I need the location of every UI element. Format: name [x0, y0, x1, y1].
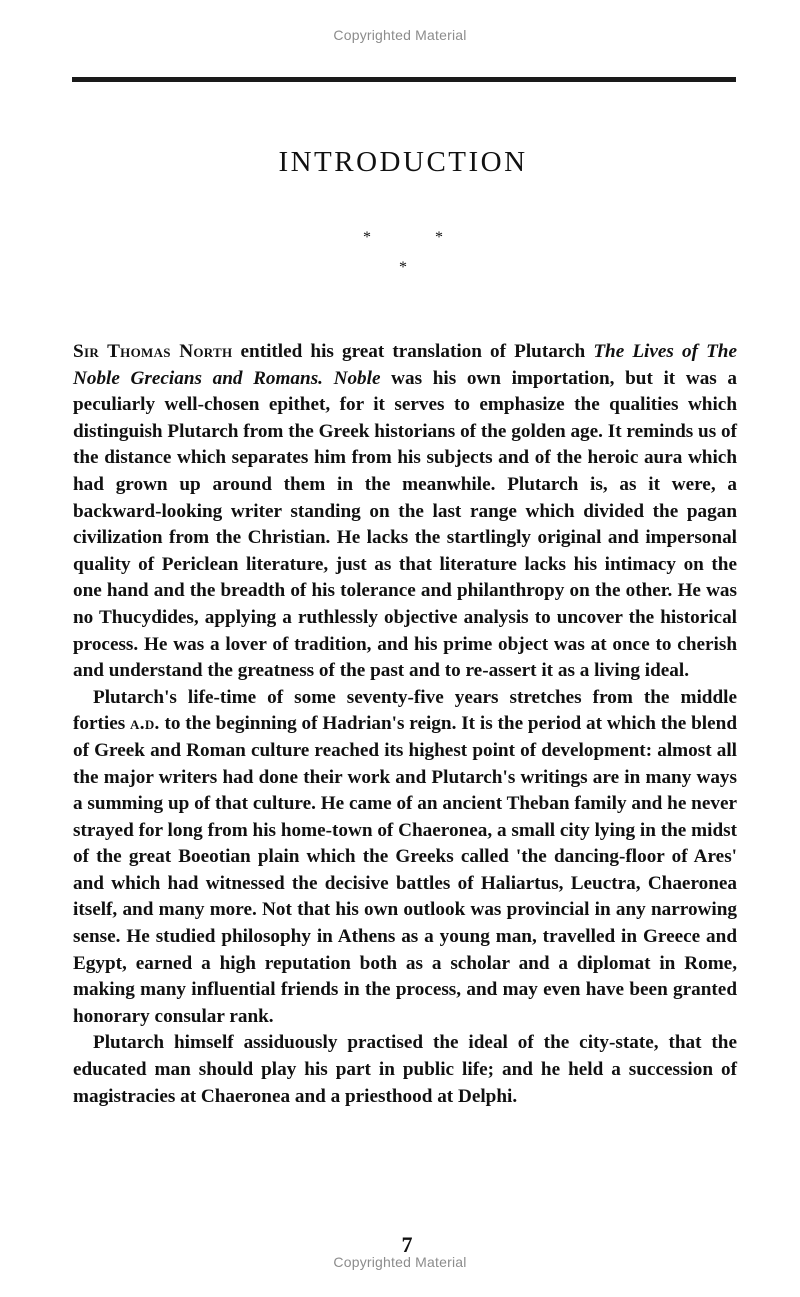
paragraph-2 [73, 685, 737, 1031]
body-text [73, 339, 737, 1110]
paragraph-1-segment-3: was his own importation, but it was a peculiarly well-chosen epithet, for it serves to emphasize the qualities which distinguish Plutarch from the Greek historians of the golden age. It reminds us of the distance which separates him from his subjects and of the heroic aura which had grown up around them in the meanwhile. Plutarch is, as it were, a backward-looking writer standing on the last range which divided the pagan civilization from the Christian. He lacks the startlingly original and impersonal quality of Periclean literature, just as that literature lacks his intimacy on the one hand and the breadth of his tolerance and philanthropy on the other. He was no Thucydides, applying a ruthlessly objective analysis to uncover the historical process. He was a lover of tradition, and his prime object was at once to cherish and understand the greatness of the past and to re-assert it as a living ideal. [73, 367, 737, 682]
page-number: 7 [401, 1232, 413, 1257]
paragraph-1 [73, 339, 737, 685]
copyright-watermark-top: Copyrighted Material [333, 27, 467, 43]
paragraph-1-lead: Sir Thomas North [73, 341, 233, 362]
paragraph-2-after: to the beginning of Hadrian's reign. It is the period at which the blend of Greek and Roman culture reached its highest point of development: almost all the major writers had done their work and Plutarch's writings are in many ways a summing up of that culture. He came of an ancient Theban family and he never strayed for long from his home-town of Chaeronea, a small city lying in the midst of the great Boeotian plain which the Greeks called 'the dancing-floor of Ares' and which had witnessed the decisive battles of Haliartus, Leuctra, Chaeronea itself, and many more. Not that his own outlook was provincial in any narrowing sense. He studied philosophy in Athens as a young man, travelled in Greece and Egypt, earned a high reputation both as a scholar and a diplomat in Rome, making many influential friends in the process, and may even have been granted honorary consular rank. [73, 713, 737, 1027]
paragraph-2-era: a.d. [130, 713, 160, 735]
header-rule [72, 77, 736, 82]
copyright-watermark-bottom: Copyrighted Material [333, 1254, 467, 1270]
chapter-title: INTRODUCTION [278, 146, 528, 178]
paragraph-1-book-title: The Lives of The Noble Grecians and Romans. Noble [73, 341, 737, 389]
ornament-stars-top: * * [363, 229, 473, 246]
ornament-star-bottom: * [399, 259, 407, 276]
paragraph-1-segment-1: entitled his great translation of Plutarch [232, 341, 594, 362]
paragraph-3: Plutarch himself assiduously practised the ideal of the city-state, that the educated man should play his part in public life; and he held a succession of magistracies at Chaeronea and a priesthood at Delphi. [73, 1032, 737, 1107]
paragraph-2-before: Plutarch's life-time of some seventy-five years stretches from the middle forties [73, 686, 737, 735]
